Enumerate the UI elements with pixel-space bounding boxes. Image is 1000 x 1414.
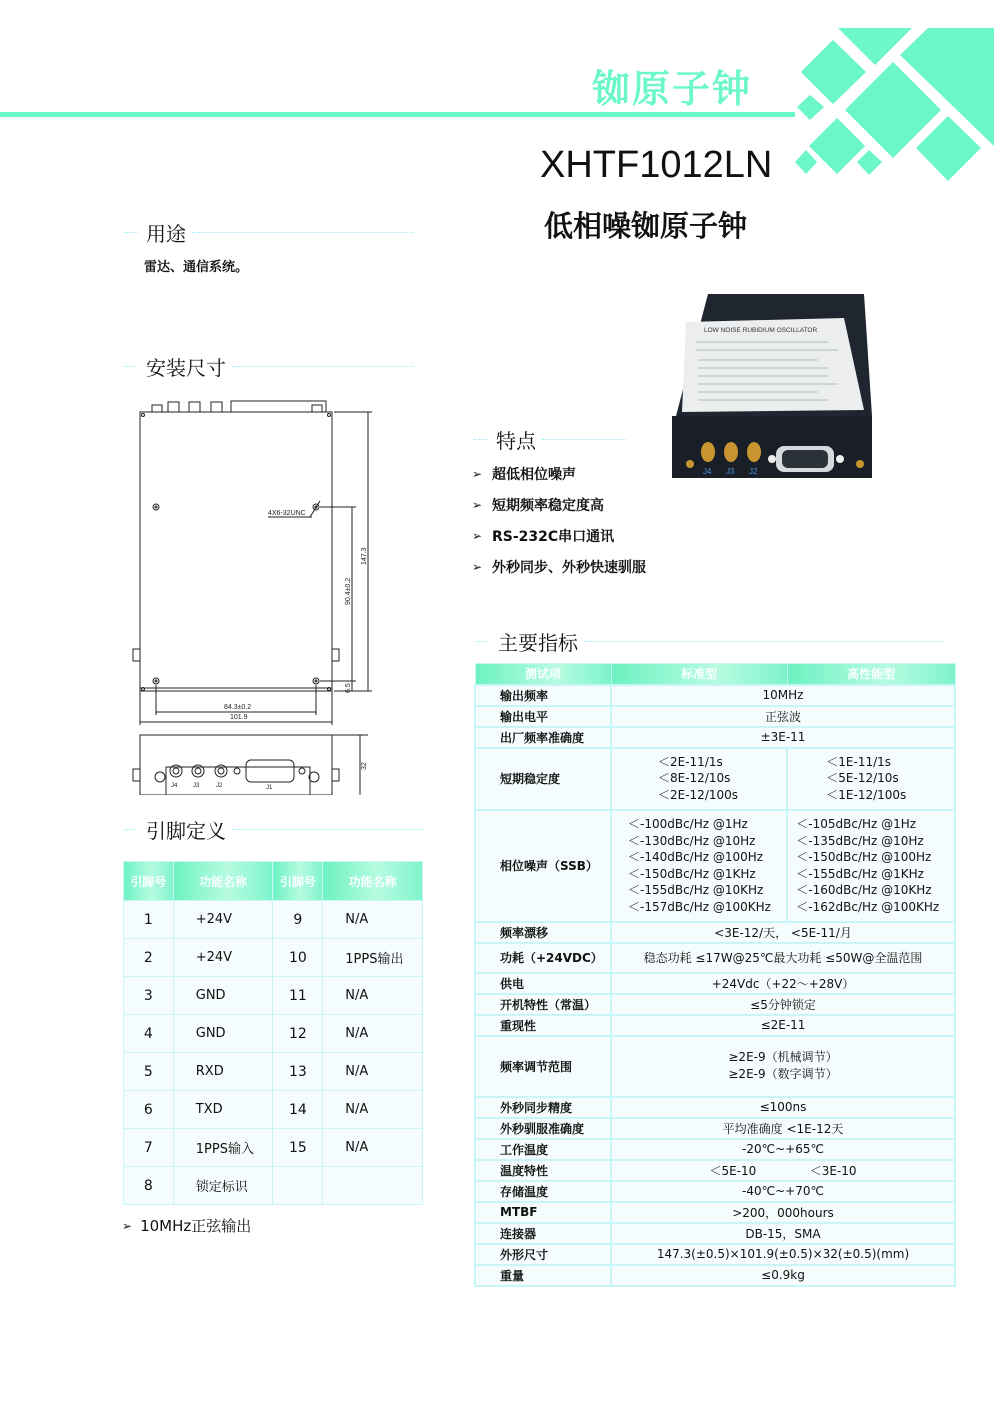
heading-dash: [124, 829, 138, 830]
spec-value: 正弦波: [611, 706, 955, 727]
pin-note-text: 10MHz正弦输出: [140, 1217, 252, 1235]
spec-header-cell: 高性能型: [787, 664, 955, 685]
pin-row: 1 +24V 9 N/A: [124, 901, 423, 939]
spec-label: 出厂频率准确度: [475, 727, 611, 748]
spec-row: [475, 973, 955, 994]
spec-value: +24Vdc（+22～+28V）: [611, 973, 955, 994]
spec-value: 10MHz: [611, 685, 955, 706]
spec-label: 重量: [475, 1265, 611, 1286]
feature-item: [472, 489, 646, 520]
section-title: 安装尺寸: [146, 356, 226, 380]
pin-header-cell: 引脚号: [273, 862, 323, 901]
dim-width: 101.9: [230, 714, 248, 721]
pin-table: [123, 861, 423, 1205]
spec-value: 平均准确度 <1E-12天: [611, 1118, 955, 1139]
spec-row: [475, 1118, 955, 1139]
decorative-diamonds-graphic: [780, 0, 1000, 200]
spec-row: [475, 727, 955, 748]
spec-label: 短期稳定度: [475, 748, 611, 810]
arrow-bullet-icon: ➢: [122, 1218, 133, 1233]
spec-label: 外秒同步精度: [475, 1097, 611, 1118]
spec-label: 输出电平: [475, 706, 611, 727]
arrow-bullet-icon: ➢: [472, 497, 483, 512]
spec-row: [475, 685, 955, 706]
spec-label: 外形尺寸: [475, 1244, 611, 1265]
spec-label: 重现性: [475, 1015, 611, 1036]
heading-dash: [474, 439, 488, 440]
feature-item: [472, 520, 646, 551]
spec-row: [475, 1223, 955, 1244]
spec-value: 稳态功耗 ≤17W@25℃最大功耗 ≤50W@全温范围: [611, 943, 955, 973]
heading-dash: [124, 366, 138, 367]
heading-rule: [192, 232, 414, 233]
connector-label-j4: J4: [171, 783, 178, 789]
photo-connector-j3: J3: [726, 467, 735, 476]
feature-item: [472, 551, 646, 582]
spec-label: MTBF: [475, 1202, 611, 1223]
spec-header-cell: 标准型: [611, 664, 787, 685]
dimension-drawing: [128, 395, 388, 795]
header-rule: [0, 112, 795, 117]
section-title: 主要指标: [498, 631, 578, 655]
product-photo: [668, 292, 874, 482]
spec-value: >200，000hours: [611, 1202, 955, 1223]
heading-rule: [584, 641, 946, 642]
spec-value-standard: ＜2E-11/1s ＜8E-12/10s ＜2E-12/100s: [611, 748, 787, 810]
pin-row: 8 锁定标识: [124, 1167, 423, 1205]
spec-label: 供电: [475, 973, 611, 994]
heading-dash: [124, 232, 138, 233]
photo-label-title: LOW NOISE RUBIDIUM OSCILLATOR: [704, 327, 818, 334]
spec-value: ≤5分钟锁定: [611, 994, 955, 1015]
dim-hole-spacing-h: 84.3±0.2: [224, 704, 252, 711]
spec-row: [475, 943, 955, 973]
spec-row: [475, 810, 955, 922]
pin-header-cell: 功能名称: [323, 862, 423, 901]
pin-row: 4 GND 12 N/A: [124, 1015, 423, 1053]
spec-row: [475, 1036, 955, 1097]
usage-text: 雷达、通信系统。: [144, 260, 249, 275]
connector-label-j2: J2: [216, 783, 223, 789]
spec-row: [475, 1202, 955, 1223]
section-title: 特点: [496, 429, 536, 453]
spec-value-standard: ＜-100dBc/Hz @1Hz ＜-130dBc/Hz @10Hz ＜-140dBc/Hz @100Hz ＜-150dBc/Hz @1KHz ＜-155dBc/Hz @10KHz ＜-157dBc/Hz @100KHz: [611, 810, 787, 922]
arrow-bullet-icon: ➢: [472, 559, 483, 574]
heading-rule: [232, 829, 424, 830]
connector-label-j3: J3: [193, 783, 200, 789]
spec-value-high: ＜1E-11/1s ＜5E-12/10s ＜1E-12/100s: [787, 748, 955, 810]
heading-dash: [476, 641, 490, 642]
spec-label: 输出频率: [475, 685, 611, 706]
spec-value-high: ＜-105dBc/Hz @1Hz ＜-135dBc/Hz @10Hz ＜-150dBc/Hz @100Hz ＜-155dBc/Hz @1KHz ＜-160dBc/Hz @10KHz ＜-162dBc/Hz @100KHz: [787, 810, 955, 922]
spec-label: 外秒驯服准确度: [475, 1118, 611, 1139]
spec-value: -40℃~+70℃: [611, 1181, 955, 1202]
spec-value: -20℃~+65℃: [611, 1139, 955, 1160]
spec-label: 存储温度: [475, 1181, 611, 1202]
section-heading-pins: [124, 815, 424, 844]
feature-text: 外秒同步、外秒快速驯服: [492, 559, 646, 576]
spec-row: [475, 922, 955, 943]
spec-row: [475, 994, 955, 1015]
spec-label: 工作温度: [475, 1139, 611, 1160]
spec-row: [475, 1244, 955, 1265]
spec-label: 频率调节范围: [475, 1036, 611, 1097]
heading-rule: [542, 439, 626, 440]
photo-connector-j2: J2: [749, 467, 758, 476]
spec-value: 147.3(±0.5)×101.9(±0.5)×32(±0.5)(mm): [611, 1244, 955, 1265]
feature-text: RS-232C串口通讯: [492, 528, 615, 545]
spec-label: 相位噪声（SSB）: [475, 810, 611, 922]
spec-row: [475, 1097, 955, 1118]
spec-header-row: [475, 664, 955, 685]
spec-row: [475, 1139, 955, 1160]
spec-value: ＜5E-10 ＜3E-10: [611, 1160, 955, 1181]
feature-text: 超低相位噪声: [492, 466, 576, 483]
brand-title: 铷原子钟: [592, 67, 753, 111]
section-title: 引脚定义: [146, 819, 226, 843]
thread-label: 4X6-32UNC: [268, 510, 306, 517]
arrow-bullet-icon: ➢: [472, 466, 483, 481]
section-title: 用途: [146, 222, 186, 246]
spec-row: [475, 1265, 955, 1286]
section-heading-features: [474, 425, 626, 454]
spec-header-cell: 测试项: [475, 664, 611, 685]
dim-height: 147.3: [361, 547, 368, 565]
spec-row: [475, 1015, 955, 1036]
pin-header-cell: 功能名称: [173, 862, 273, 901]
spec-value: ≥2E-9（机械调节） ≥2E-9（数字调节）: [611, 1036, 955, 1097]
spec-value: ≤100ns: [611, 1097, 955, 1118]
spec-row: [475, 1181, 955, 1202]
pin-row: 3 GND 11 N/A: [124, 977, 423, 1015]
spec-row: [475, 748, 955, 810]
connector-label-j1: J1: [266, 785, 273, 791]
pin-header-row: [124, 862, 423, 901]
spec-label: 连接器: [475, 1223, 611, 1244]
pin-header-cell: 引脚号: [124, 862, 174, 901]
spec-value: ≤2E-11: [611, 1015, 955, 1036]
section-heading-specs: [476, 627, 946, 656]
feature-list: [472, 458, 646, 582]
spec-value: ±3E-11: [611, 727, 955, 748]
dim-hole-spacing-v: 90.4±0.2: [345, 577, 352, 605]
feature-text: 短期频率稳定度高: [492, 497, 604, 514]
product-subtitle: 低相噪铷原子钟: [544, 209, 748, 243]
spec-value: DB-15，SMA: [611, 1223, 955, 1244]
spec-label: 温度特性: [475, 1160, 611, 1181]
section-heading-usage: [124, 218, 414, 247]
dim-depth: 32: [361, 762, 368, 770]
spec-label: 频率漂移: [475, 922, 611, 943]
feature-item: [472, 458, 646, 489]
spec-row: [475, 1160, 955, 1181]
pin-row: 6 TXD 14 N/A: [124, 1091, 423, 1129]
pin-row: 7 1PPS输入 15 N/A: [124, 1129, 423, 1167]
spec-label: 开机特性（常温）: [475, 994, 611, 1015]
product-model: XHTF1012LN: [540, 144, 773, 186]
arrow-bullet-icon: ➢: [472, 528, 483, 543]
spec-value: ≤0.9kg: [611, 1265, 955, 1286]
photo-connector-j4: J4: [703, 467, 712, 476]
spec-value: <3E-12/天， <5E-11/月: [611, 922, 955, 943]
spec-row: [475, 706, 955, 727]
spec-label: 功耗（+24VDC）: [475, 943, 611, 973]
section-heading-dimensions: [124, 352, 414, 381]
dim-bottom-offset: 6.5: [345, 683, 352, 693]
pin-note: [122, 1215, 251, 1236]
heading-rule: [232, 366, 414, 367]
pin-row: 5 RXD 13 N/A: [124, 1053, 423, 1091]
pin-row: 2 +24V 10 1PPS输出: [124, 939, 423, 977]
spec-table: [474, 663, 956, 1287]
